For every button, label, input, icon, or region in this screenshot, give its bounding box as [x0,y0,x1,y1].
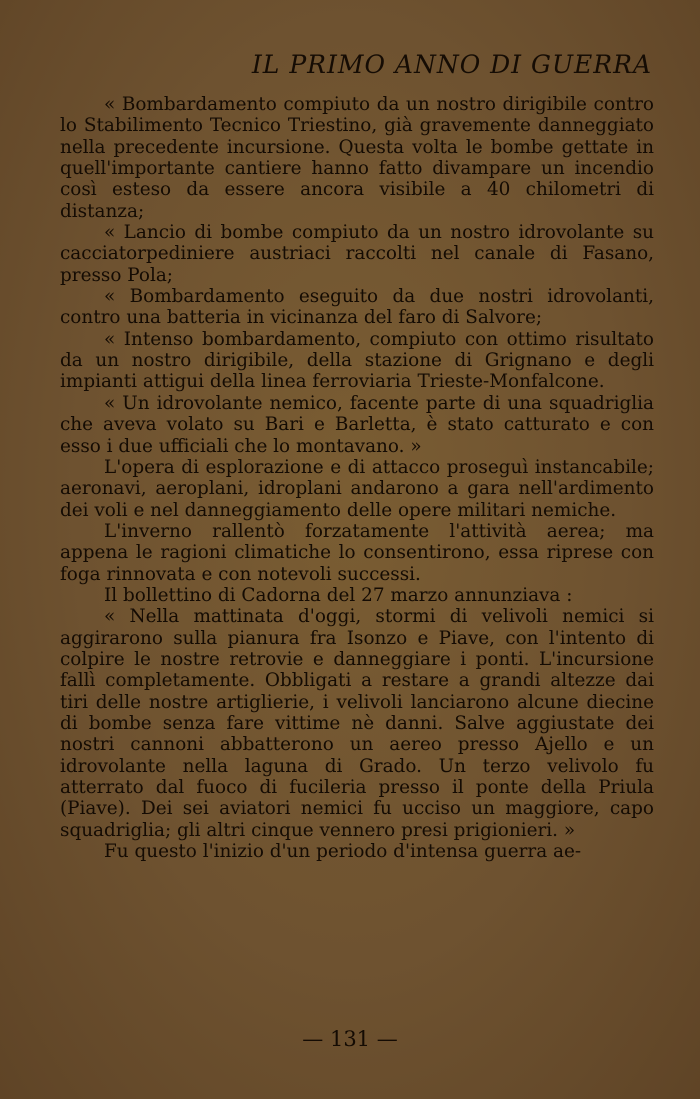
paragraph: Fu questo l'inizio d'un periodo d'intensa guerra ae- [104,841,582,863]
paragraph: Il bollettino di Cadorna del 27 marzo annunziava : [104,584,573,606]
page-number: — 131 — [302,1027,398,1051]
running-head: IL PRIMO ANNO DI GUERRA [251,50,652,79]
paragraph: « Un idrovolante nemico, facente parte di una squadriglia che aveva volato su Bari e Barletta, è stato catturato e con esso i due ufficiali che lo montavano. » [60,392,654,457]
paragraph: « Nella mattinata d'oggi, stormi di velivoli nemici si aggirarono sulla pianura fra Isonzo e Piave, con l'intento di colpire le nostre retrovie e danneggiare i ponti. L'incursione fallì completamente. Obbligati a restare a grandi altezze dai tiri delle nostre artiglierie, i velivoli lanciarono alcune diecine di bombe senza fare vittime nè danni. Salve aggiustate dei nostri cannoni abbatterono un aereo presso Ajello e un idrovolante nella laguna di Grado. Un terzo velivolo fu atterrato dal fuoco di fucileria presso il ponte della Priula (Piave). Dei sei aviatori nemici fu ucciso un maggiore, capo squadriglia; gli altri cinque vennero presi prigionieri. » [60,606,654,841]
paragraph: « Intenso bombardamento, compiuto con ottimo risultato da un nostro dirigibile, della stazione di Grignano e degli impianti attigui della linea ferroviaria Trieste-Monfalcone. [60,328,654,393]
paragraph: L'opera di esplorazione e di attacco proseguì instancabile; aeronavi, aeroplani, idroplani andarono a gara nell'ardimento dei voli e nel danneggiamento delle opere militari nemiche. [60,456,654,521]
paragraph: L'inverno rallentò forzatamente l'attività aerea; ma appena le ragioni climatiche lo consentirono, essa riprese con foga rinnovata e con notevoli successi. [60,520,654,585]
body-text [60,94,654,862]
paragraph: « Bombardamento eseguito da due nostri idrovolanti, contro una batteria in vicinanza del faro di Salvore; [60,286,654,329]
paragraph: « Bombardamento compiuto da un nostro dirigibile contro lo Stabilimento Tecnico Triestino, già gravemente danneggiato nella precedente incursione. Questa volta le bombe gettate in quell'importante cantiere hanno fatto divampare un incendio così esteso da essere ancora visibile a 40 chilometri di distanza; [60,94,654,222]
paragraph: « Lancio di bombe compiuto da un nostro idrovolante su cacciatorpediniere austriaci raccolti nel canale di Fasano, presso Pola; [60,222,654,286]
